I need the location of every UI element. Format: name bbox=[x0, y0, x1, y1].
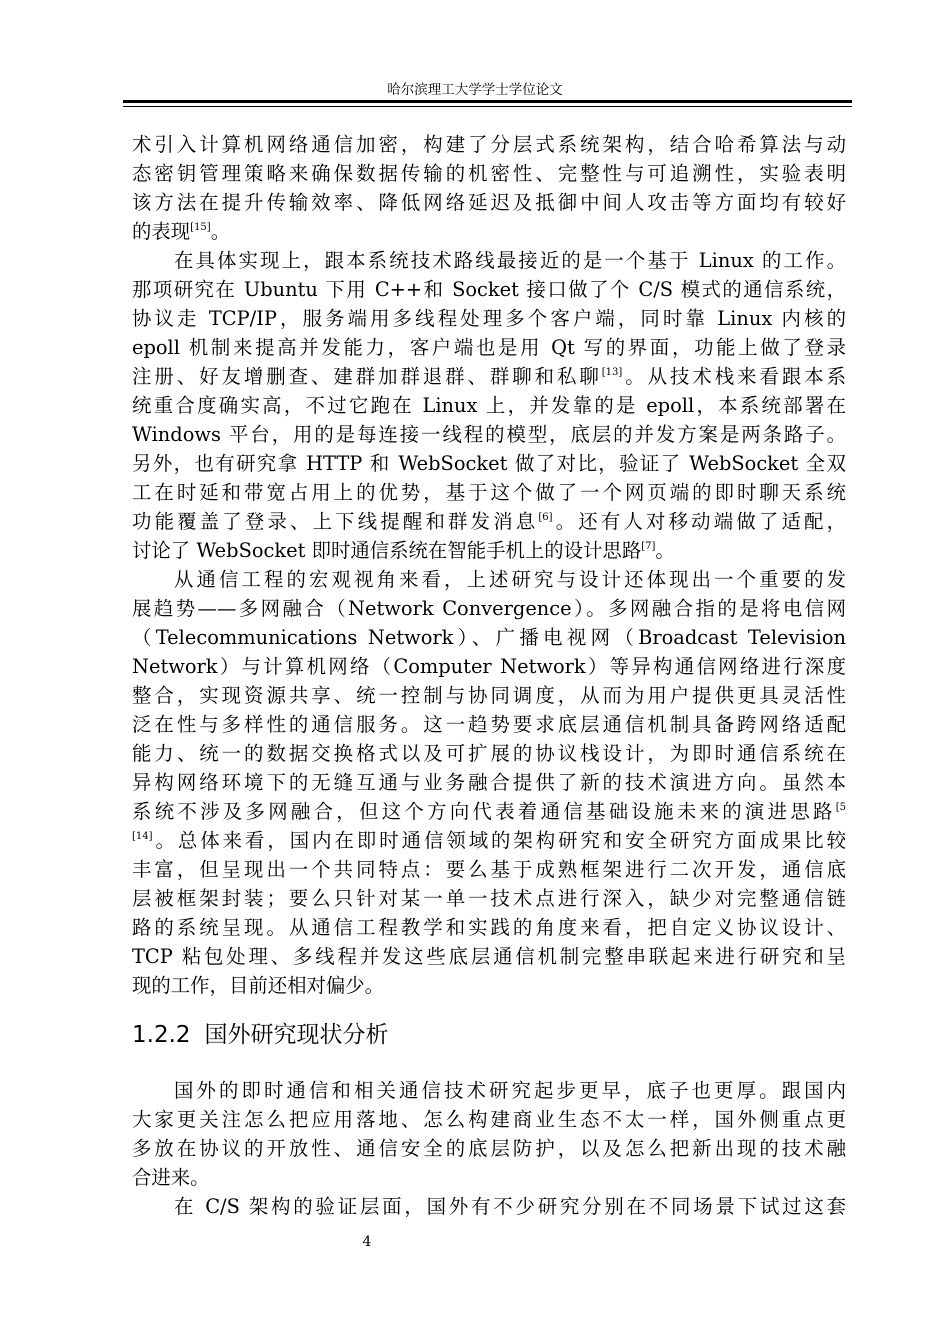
text-span: 功能覆盖了登录、上下线提醒和群发消息 bbox=[132, 510, 539, 533]
text-line: Network）与计算机网络（Computer Network）等异构通信网络进行深度 bbox=[132, 655, 846, 678]
paragraph-3 bbox=[132, 565, 846, 1000]
page-number: 4 bbox=[362, 1234, 372, 1250]
text-span: 。 bbox=[210, 220, 231, 243]
text-line bbox=[132, 217, 846, 246]
paragraph-1 bbox=[132, 130, 846, 246]
paragraph-2 bbox=[132, 246, 846, 565]
text-line: 异构网络环境下的无缝互通与业务融合提供了新的技术演进方向。虽然本 bbox=[132, 771, 846, 794]
header-rule-thick bbox=[123, 100, 852, 103]
text-line: 大家更关注怎么把应用落地、怎么构建商业生态不太一样，国外侧重点更 bbox=[132, 1108, 846, 1131]
text-span: 。从技术栈来看跟本系 bbox=[622, 365, 846, 388]
text-line: 那项研究在 Ubuntu 下用 C++和 Socket 接口做了个 C/S 模式的通信系统， bbox=[132, 278, 846, 301]
citation: [6] bbox=[538, 512, 553, 523]
text-line: 能力、统一的数据交换格式以及可扩展的协议栈设计，为即时通信系统在 bbox=[132, 742, 846, 765]
header-rule-thin bbox=[123, 106, 852, 107]
citation: [15] bbox=[190, 222, 211, 233]
text-line: 术引入计算机网络通信加密，构建了分层式系统架构，结合哈希算法与动 bbox=[132, 133, 846, 156]
page-body bbox=[132, 130, 846, 1221]
text-line: 在 C/S 架构的验证层面，国外有不少研究分别在不同场景下试过这套 bbox=[174, 1195, 846, 1218]
text-line: 泛在性与多样性的通信服务。这一趋势要求底层通信机制具备跨网络适配 bbox=[132, 713, 846, 736]
paragraph-4 bbox=[132, 1076, 846, 1192]
text-span: 。 bbox=[655, 539, 675, 562]
text-span: 的表现 bbox=[132, 220, 191, 243]
text-line: 另外，也有研究拿 HTTP 和 WebSocket 做了对比，验证了 WebSocket 全双 bbox=[132, 452, 846, 475]
text-line: 现的工作，目前还相对偏少。 bbox=[132, 974, 385, 997]
citation: [5 bbox=[835, 802, 846, 813]
text-line: 协议走 TCP/IP，服务端用多线程处理多个客户端，同时靠 Linux 内核的 bbox=[132, 307, 846, 330]
citation: [14] bbox=[132, 831, 153, 842]
text-line: 丰富，但呈现出一个共同特点：要么基于成熟框架进行二次开发，通信底 bbox=[132, 858, 846, 881]
text-span: 。还有人对移动端做了适配， bbox=[552, 510, 846, 533]
text-line: 在具体实现上，跟本系统技术路线最接近的是一个基于 Linux 的工作。 bbox=[174, 249, 846, 272]
text-span: 。总体来看，国内在即时通信领域的架构研究和安全研究方面成果比较 bbox=[152, 829, 846, 852]
text-line: Windows 平台，用的是每连接一线程的模型，底层的并发方案是两条路子。 bbox=[132, 423, 846, 446]
text-line: 合进来。 bbox=[132, 1166, 210, 1189]
text-line: 该方法在提升传输效率、降低网络延迟及抵御中间人攻击等方面均有较好 bbox=[132, 191, 846, 214]
text-line: 态密钥管理策略来确保数据传输的机密性、完整性与可追溯性，实验表明 bbox=[132, 162, 846, 185]
paragraph-5 bbox=[132, 1192, 846, 1221]
section-title: 国外研究现状分析 bbox=[204, 1022, 389, 1048]
text-line: TCP 粘包处理、多线程并发这些底层通信机制完整串联起来进行研究和呈 bbox=[132, 945, 846, 968]
text-line: 多放在协议的开放性、通信安全的底层防护，以及怎么把新出现的技术融 bbox=[132, 1137, 846, 1160]
citation: [13] bbox=[601, 367, 623, 378]
text-line: 路的系统呈现。从通信工程教学和实践的角度来看，把自定义协议设计、 bbox=[132, 916, 846, 939]
text-line bbox=[132, 797, 846, 826]
text-span: 讨论了 WebSocket 即时通信系统在智能手机上的设计思路 bbox=[132, 539, 642, 562]
text-line: 工在时延和带宽占用上的优势，基于这个做了一个网页端的即时聊天系统 bbox=[132, 481, 846, 504]
text-line: 展趋势——多网融合（Network Convergence）。多网融合指的是将电信网 bbox=[132, 597, 846, 620]
text-line bbox=[132, 507, 846, 536]
text-line: 层被框架封装；要么只针对某一单一技术点进行深入，缺少对完整通信链 bbox=[132, 887, 846, 910]
text-line: 统重合度确实高，不过它跑在 Linux 上，并发靠的是 epoll，本系统部署在 bbox=[132, 394, 846, 417]
text-line: epoll 机制来提高并发能力，客户端也是用 Qt 写的界面，功能上做了登录 bbox=[132, 336, 846, 359]
text-line: （Telecommunications Network）、广播电视网（Broadcast Television bbox=[132, 626, 846, 649]
text-span: 系统不涉及多网融合，但这个方向代表着通信基础设施未来的演进思路 bbox=[132, 800, 836, 823]
text-span: 注册、好友增删查、建群加群退群、群聊和私聊 bbox=[132, 365, 602, 388]
section-number: 1.2.2 bbox=[132, 1022, 191, 1048]
text-line: 整合，实现资源共享、统一控制与协同调度，从而为用户提供更具灵活性 bbox=[132, 684, 846, 707]
text-line: 从通信工程的宏观视角来看，上述研究与设计还体现出一个重要的发 bbox=[174, 568, 846, 591]
section-heading bbox=[132, 1020, 846, 1050]
text-line: 国外的即时通信和相关通信技术研究起步更早，底子也更厚。跟国内 bbox=[174, 1079, 846, 1102]
text-line bbox=[132, 536, 846, 565]
citation: [7] bbox=[641, 541, 656, 552]
running-header: 哈尔滨理工大学学士学位论文 bbox=[387, 82, 563, 98]
text-line bbox=[132, 362, 846, 391]
text-line bbox=[132, 826, 846, 855]
